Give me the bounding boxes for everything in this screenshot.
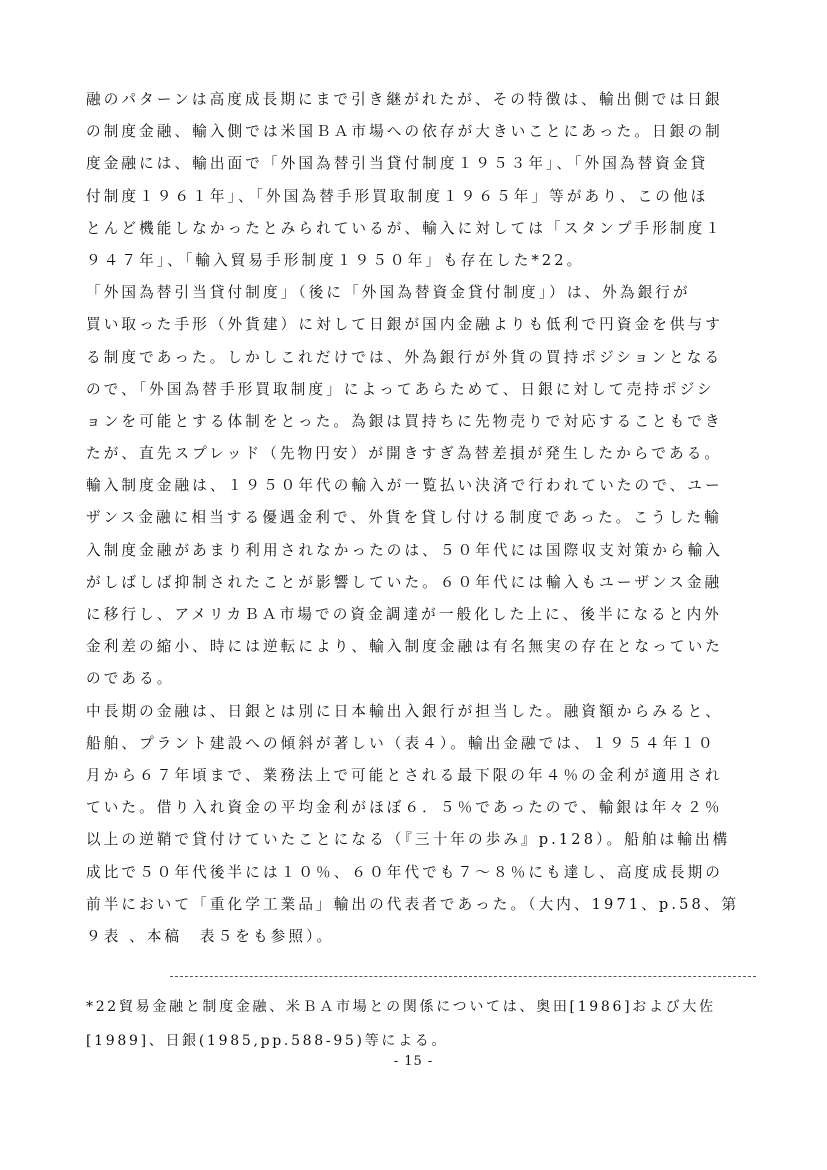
body-line: 船舶、プラント建設への傾斜が著しい（表４）。輸出金融では、１９５４年１０ — [86, 734, 716, 752]
body-line: 月から６７年頃まで、業務法上で可能とされる最下限の年４％の金利が適用され — [86, 766, 723, 784]
footnote-separator — [170, 976, 756, 977]
body-line: 以上の逆鞘で貸付けていたことになる（『三十年の歩み』p.128）。船舶は輸出構 — [86, 831, 731, 849]
body-line: のである。 — [86, 670, 175, 688]
body-line: ていた。借り入れ資金の平均金利がほぼ６．５％であったので、輸銀は年々２％ — [86, 799, 723, 817]
body-line: 「外国為替引当貸付制度」（後に「外国為替資金貸付制度」）は、外為銀行が — [86, 284, 691, 302]
body-line: がしばしば抑制されたことが影響していた。６０年代には輸入もユーザンス金融 — [86, 573, 723, 591]
body-line: ので、「外国為替手形買取制度」によってあらためて、日銀に対して売持ポジシ — [86, 380, 715, 398]
body-line: 買い取った手形（外貨建）に対して日銀が国内金融よりも低利で円資金を供与す — [86, 316, 723, 334]
body-line: 輸入制度金融は、１９５０年代の輸入が一覧払い決済で行われていたので、ユー — [86, 477, 723, 495]
footnote — [86, 990, 776, 1058]
body-line: 中長期の金融は、日銀とは別に日本輸出入銀行が担当した。融資額からみると、 — [86, 702, 723, 720]
body-line: とんど機能しなかったとみられているが、輸入に対しては「スタンプ手形制度１ — [86, 219, 723, 237]
body-line: 度金融には、輸出面で「外国為替引当貸付制度１９５３年」、「外国為替資金貸 — [86, 155, 709, 173]
body-line: ョンを可能とする体制をとった。為銀は買持ちに先物売りで対応することもでき — [86, 412, 723, 430]
body-line: 前半において「重化学工業品」輸出の代表者であった。（大内、1971、p.58、第 — [86, 895, 740, 913]
body-text — [86, 84, 776, 953]
body-line: ９表 、本稿 表５をも参照）。 — [86, 927, 335, 945]
body-line: たが、直先スプレッド（先物円安）が開きすぎ為替差損が発生したからである。 — [86, 445, 723, 463]
body-line: る制度であった。しかしこれだけでは、外為銀行が外貨の買持ポジションとなる — [86, 348, 723, 366]
body-line: ９４７年」、「輸入貿易手形制度１９５０年」も存在した*22。 — [86, 251, 585, 269]
body-line: ザンス金融に相当する優遇金利で、外貨を貸し付ける制度であった。こうした輸 — [86, 509, 722, 527]
body-line: に移行し、アメリカＢＡ市場での資金調達が一般化した上に、後半になると内外 — [86, 606, 722, 623]
page-number: - 15 - — [393, 1054, 434, 1069]
body-line: 融のパターンは高度成長期にまで引き継がれたが、その特徴は、輸出側では日銀 — [86, 91, 723, 108]
body-line: 金利差の縮小、時には逆転により、輸入制度金融は有名無実の存在となっていた — [86, 638, 723, 656]
footnote-line: [1989]、日銀(1985,pp.588-95)等による。 — [86, 1033, 449, 1049]
body-line: 付制度１９６１年」、「外国為替手形買取制度１９６５年」等があり、この他ほ — [86, 187, 709, 205]
footnote-line: *22貿易金融と制度金融、米ＢＡ市場との関係については、奥田[1986]および大佐 — [86, 999, 716, 1015]
body-line: 成比で５０年代後半には１０％、６０年代でも７～８％にも達し、高度成長期の — [86, 863, 723, 881]
body-line: 入制度金融があまり利用されなかったのは、５０年代には国際収支対策から輸入 — [86, 541, 723, 559]
body-line: の制度金融、輸入側では米国ＢＡ市場への依存が大きいことにあった。日銀の制 — [86, 123, 723, 141]
